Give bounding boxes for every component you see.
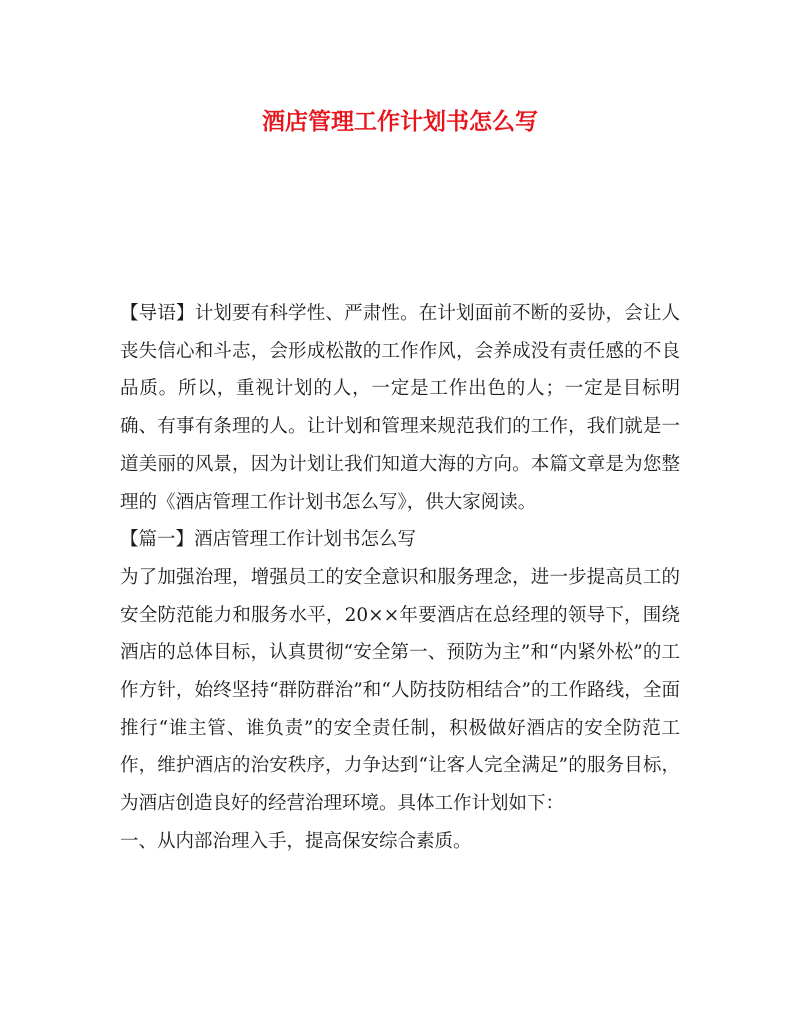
subsection-heading: 一、从内部治理入手，提高保安综合素质。 [120,830,472,852]
body-paragraph: 为了加强治理，增强员工的安全意识和服务理念，进一步提高员工的安全防范能力和服务水平，20××年要酒店在总经理的领导下，围绕酒店的总体目标，认真贯彻“安全第一、预防为主”和“内紧外松”的工作方针，始终坚持“群防群治”和“人防技防相结合”的工作路线，全面推行“谁主管、谁负责”的安全责任制，积极做好酒店的安全防范工作，维护酒店的治安秩序，力争达到“让客人完全满足”的服务目标，为酒店创造良好的经营治理环境。具体工作计划如下： [120,566,680,815]
document-body [120,295,680,861]
intro-paragraph: 【导语】计划要有科学性、严肃性。在计划面前不断的妥协，会让人丧失信心和斗志，会形成松散的工作作风，会养成没有责任感的不良品质。所以，重视计划的人，一定是工作出色的人；一定是目标明确、有事有条理的人。让计划和管理来规范我们的工作，我们就是一道美丽的风景，因为计划让我们知道大海的方向。本篇文章是为您整理的《酒店管理工作计划书怎么写》，供大家阅读。 [120,303,680,513]
section-heading: 【篇一】酒店管理工作计划书怎么写 [120,529,417,551]
document-title: 酒店管理工作计划书怎么写 [262,108,538,135]
